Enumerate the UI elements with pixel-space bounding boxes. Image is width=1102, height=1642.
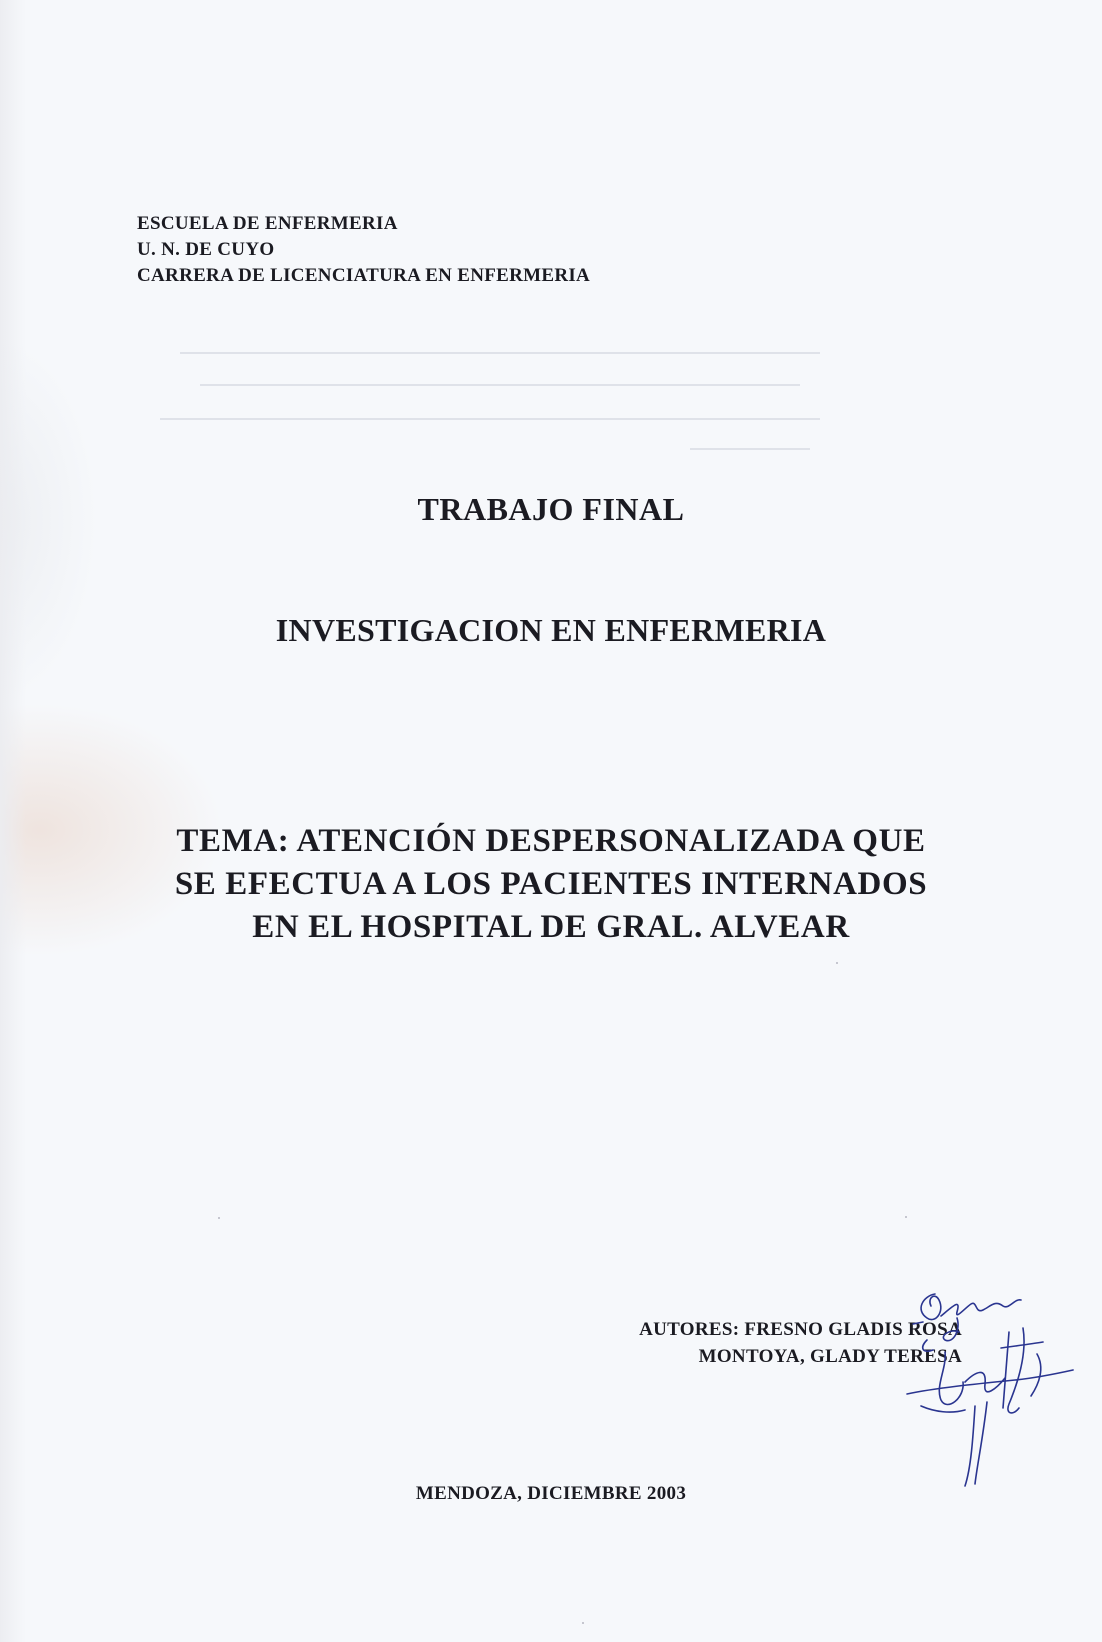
document-type-title: TRABAJO FINAL (417, 491, 685, 527)
author-line: MONTOYA, GLADY TERESA (698, 1346, 962, 1367)
author-line: AUTORES: FRESNO GLADIS ROSA (639, 1319, 962, 1340)
topic-line: TEMA: ATENCIÓN DESPERSONALIZADA QUE (176, 823, 926, 859)
scan-speck (836, 962, 838, 964)
show-through-line (690, 448, 810, 450)
subject-title: INVESTIGACION EN ENFERMERIA (275, 612, 827, 648)
handwritten-signature (905, 1288, 1080, 1488)
scan-speck (218, 1217, 220, 1219)
show-through-line (200, 384, 800, 386)
institution-university: U. N. DE CUYO (137, 239, 275, 260)
institution-program: CARRERA DE LICENCIATURA EN ENFERMERIA (137, 265, 591, 286)
topic-line: SE EFECTUA A LOS PACIENTES INTERNADOS (174, 866, 928, 902)
place-and-date: MENDOZA, DICIEMBRE 2003 (415, 1483, 687, 1504)
show-through-line (160, 418, 820, 420)
show-through-line (180, 352, 820, 354)
topic-line: EN EL HOSPITAL DE GRAL. ALVEAR (252, 909, 850, 945)
institution-school: ESCUELA DE ENFERMERIA (137, 213, 398, 234)
scan-speck (582, 1622, 584, 1624)
institution-header (137, 211, 590, 289)
topic-title (0, 820, 1102, 949)
scan-speck (905, 1216, 907, 1218)
